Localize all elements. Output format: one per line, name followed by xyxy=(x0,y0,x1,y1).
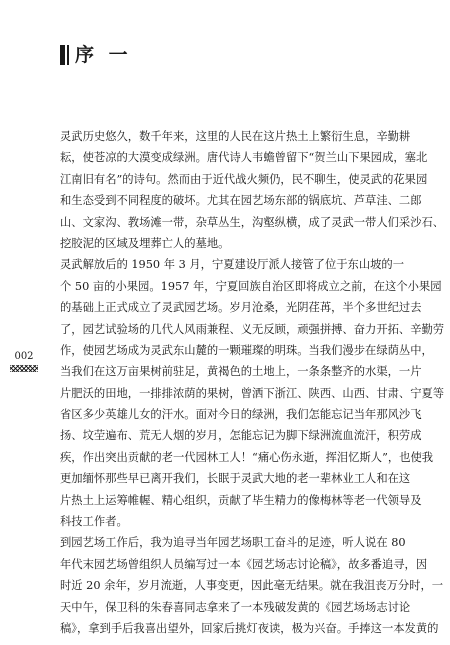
text-line: 个 50 亩的小果园。1957 年，宁夏回族自治区即将成立之前，在这个小果园 xyxy=(60,279,442,293)
text-line: 耘，使苍凉的大漠变成绿洲。唐代诗人韦蟾曾留下“贺兰山下果园成，塞北 xyxy=(60,151,428,165)
text-line: 和生态受到不同程度的破坏。尤其在园艺场东部的锅底坑、芦草洼、二郎 xyxy=(60,194,422,208)
text-line: 江南旧有名”的诗句。然而由于近代战火频仍，民不聊生，使灵武的花果园 xyxy=(60,172,428,186)
text-line: 当我们在这万亩果树前驻足，黄褐色的土地上，一条条整齐的水渠，一片 xyxy=(60,365,422,379)
text-line: 省区多少英雄儿女的汗水。面对今日的绿洲，我们怎能忘记当年那风沙飞 xyxy=(60,408,422,422)
text-line: 科技工作者。 xyxy=(60,515,128,529)
text-line: 山、文家沟、教场滩一带，杂草丛生，沟壑纵横，成了灵武一带人们采沙石、 xyxy=(60,215,445,229)
text-line: 时近 20 余年，岁月流逝，人事变更，因此毫无结果。就在我沮丧万分时，一 xyxy=(60,579,444,593)
ornament-icon xyxy=(10,365,38,372)
page-number-block xyxy=(10,351,38,372)
text-line: 的基础上正式成立了灵武园艺场。岁月沧桑，光阴荏苒，半个多世纪过去 xyxy=(60,301,422,315)
text-line: 年代末园艺场曾组织人员编写过一本《园艺场志讨论稿》，故多番追寻，因 xyxy=(60,557,428,571)
text-line: 灵武历史悠久，数千年来，这里的人民在这片热土上繁衍生息，辛勤耕 xyxy=(60,130,411,143)
body-text xyxy=(60,126,448,639)
text-line: 片热土上运筹帷幄、精心组织，贡献了毕生精力的像梅林等老一代领导及 xyxy=(60,493,422,507)
text-line: 到园艺场工作后，我为追寻当年园艺场职工奋斗的足迹，听人说在 80 xyxy=(60,536,406,550)
text-line: 作，使园艺场成为灵武东山麓的一颗璀璨的明珠。当我们漫步在绿荫丛中， xyxy=(60,343,433,357)
text-line: 天中午，保卫科的朱春喜同志拿来了一本残破发黄的《园艺场场志讨论 xyxy=(60,600,411,614)
heading-bar-icon xyxy=(60,45,69,65)
text-line: 片肥沃的田地，一排排浓荫的果树，曾洒下浙江、陕西、山西、甘肃、宁夏等 xyxy=(60,386,445,400)
heading-title: 序 一 xyxy=(75,44,132,66)
text-line: 稿》，拿到手后我喜出望外，回家后挑灯夜读，极为兴奋。手捧这一本发黄的 xyxy=(60,621,439,635)
text-line: 扬、坟茔遍布、荒无人烟的岁月，怎能忘记为脚下绿洲流血流汗，积劳成 xyxy=(60,429,422,443)
text-line: 灵武解放后的 1950 年 3 月，宁夏建设厅派人接管了位于东山坡的一 xyxy=(60,258,405,272)
text-line: 了，园艺试验场的几代人风雨兼程、义无反顾，顽强拼搏、奋力开拓、辛勤劳 xyxy=(60,322,445,336)
text-line: 更加缅怀那些早已离开我们，长眠于灵武大地的老一辈林业工人和在这 xyxy=(60,472,411,486)
page-number: 002 xyxy=(14,351,34,362)
section-heading xyxy=(60,44,132,66)
text-line: 疾，作出突出贡献的老一代园林工人！“痛心伤永逝，挥泪忆斯人”，也使我 xyxy=(60,450,434,464)
text-line: 挖胶泥的区域及埋葬亡人的墓地。 xyxy=(60,236,230,250)
